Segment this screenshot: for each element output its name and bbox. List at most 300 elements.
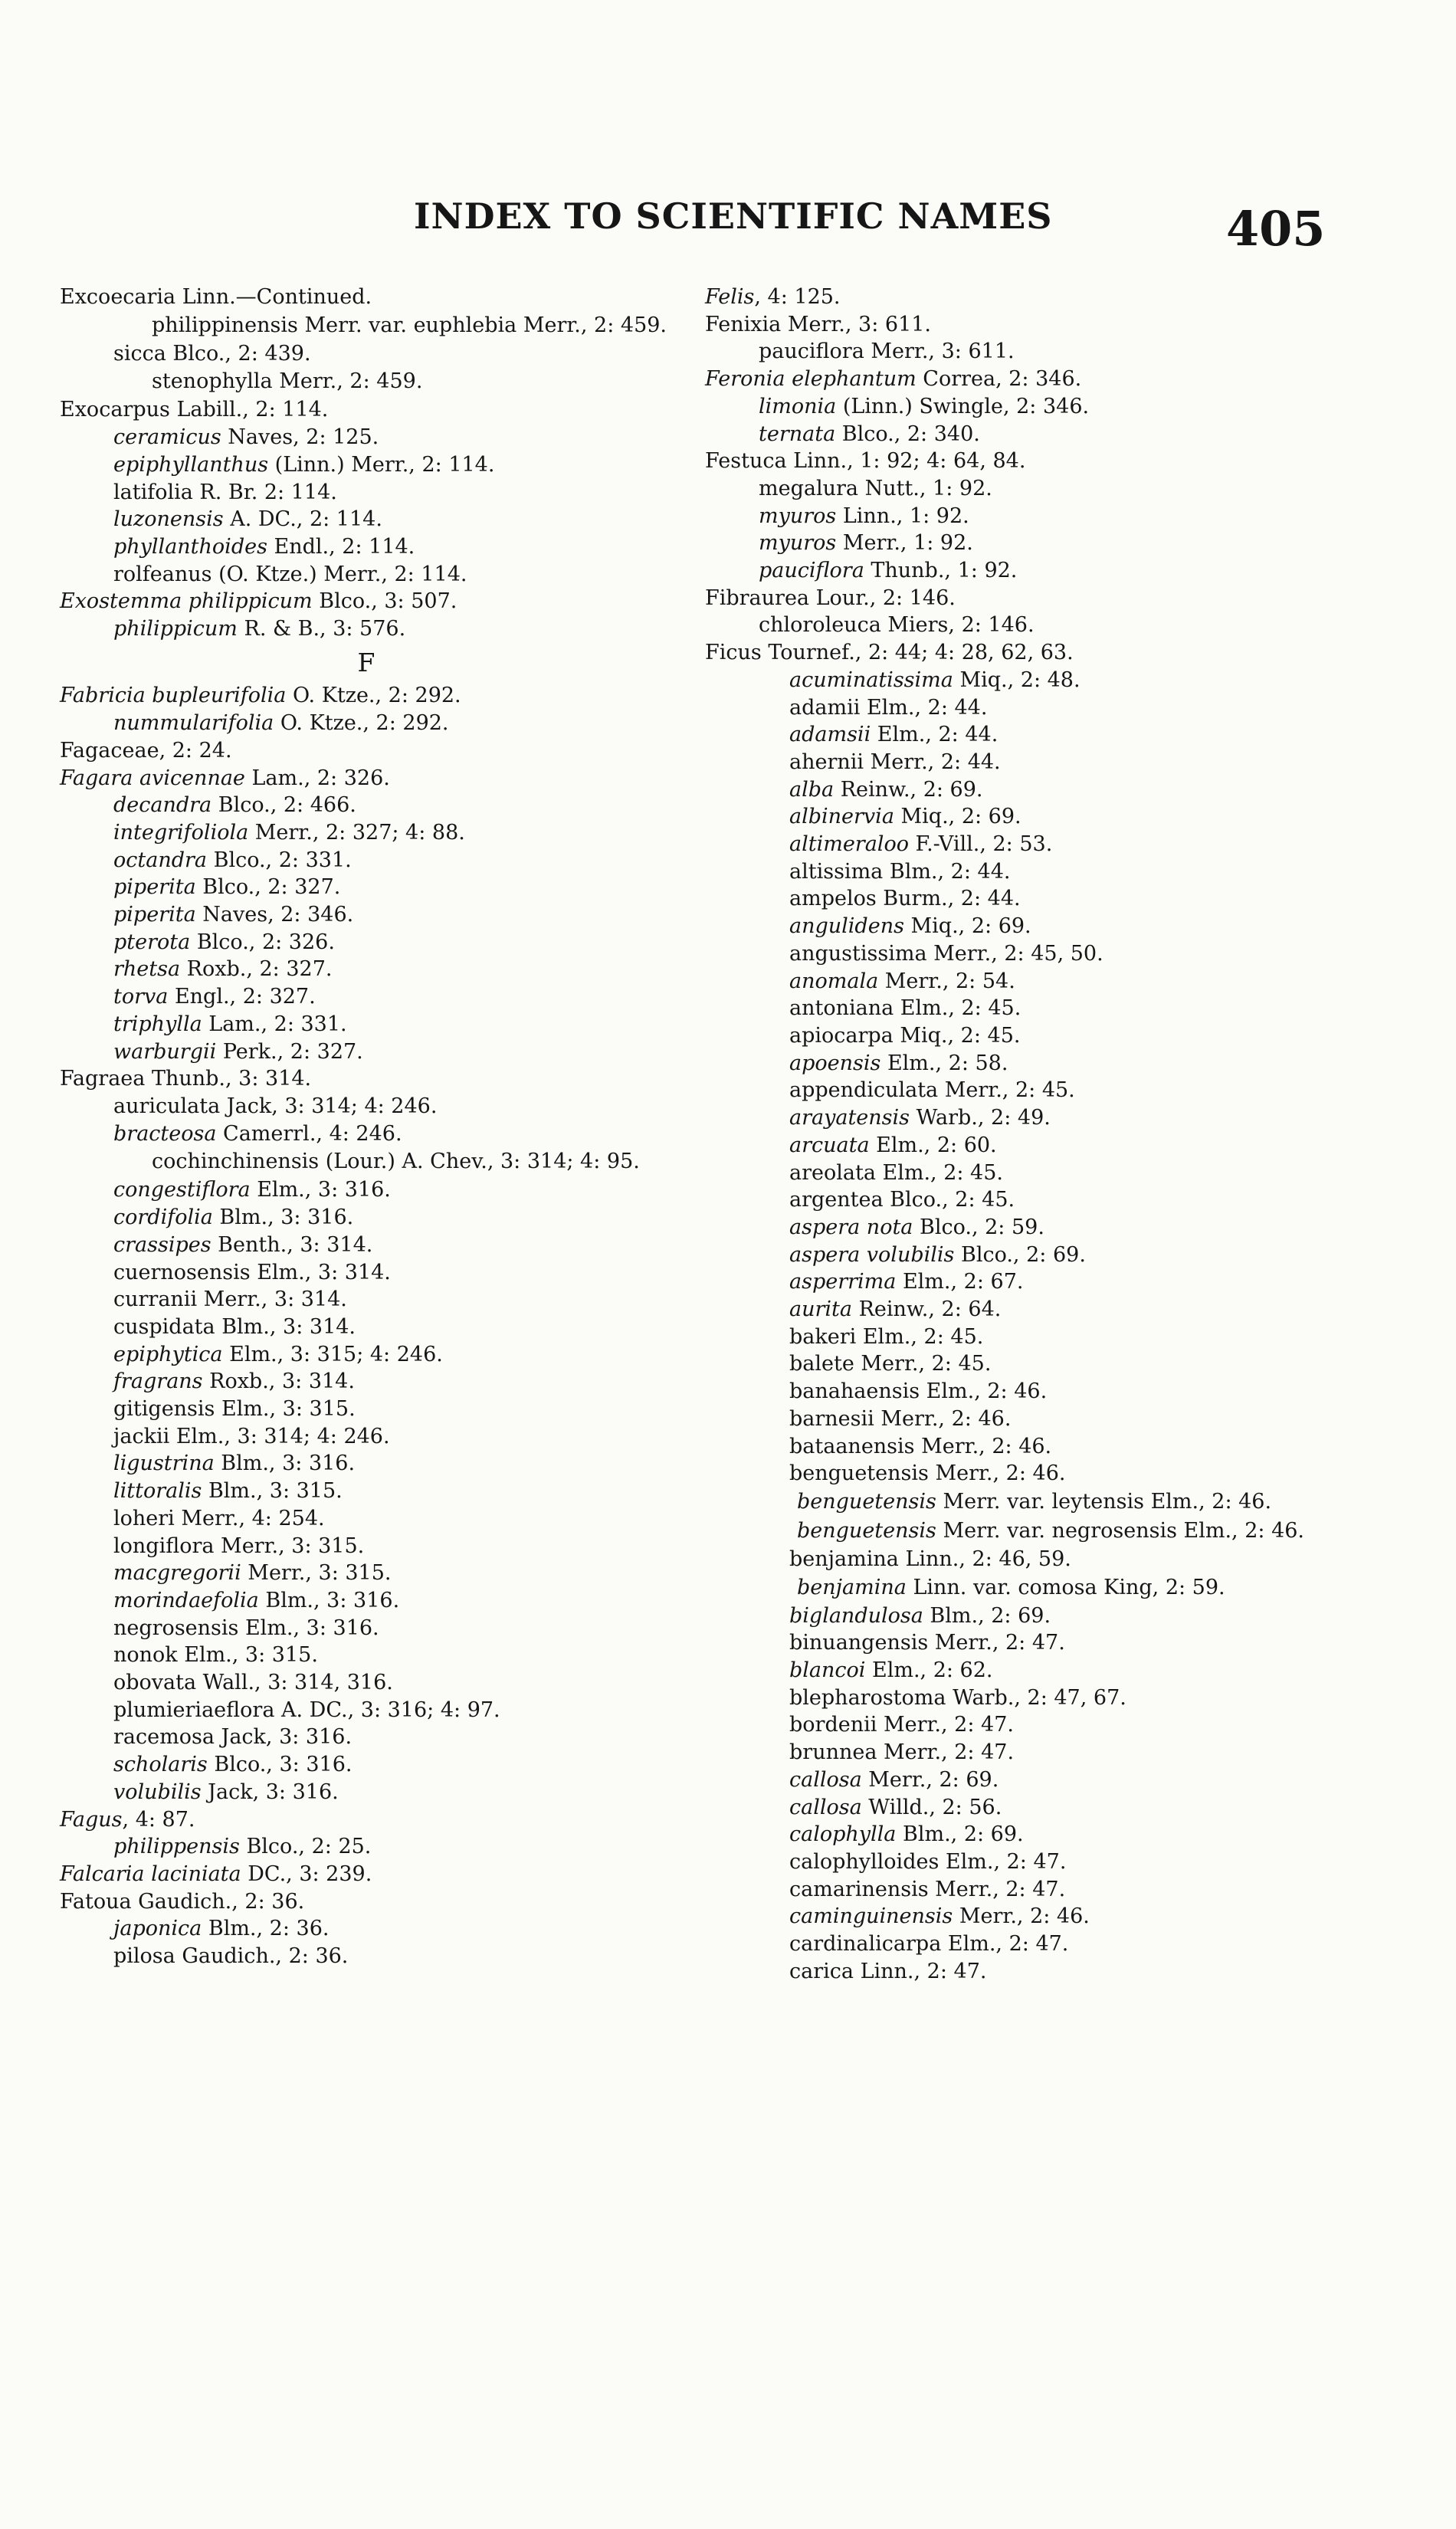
entry-reference: Roxb., 2: 327. [180,957,333,982]
taxon-name: callosa [789,1767,862,1792]
index-entry [60,1204,673,1232]
index-entry [705,503,1318,530]
entry-reference: Blco., 3: 507. [312,589,457,614]
index-entry [705,1022,1318,1050]
taxon-name: pterota [113,930,191,954]
entry-reference: Elm., 3: 315. [215,1397,356,1422]
index-entry [60,1065,673,1093]
taxon-name: arcuata [789,1133,870,1157]
index-entry [60,1533,673,1560]
right-column [705,284,1318,1985]
taxon-name: philippensis [113,1835,240,1859]
index-entry [60,1615,673,1642]
taxon-name: carica [789,1959,854,1983]
taxon-name: torva [113,985,169,1009]
taxon-name: Fatoua [60,1889,132,1914]
entry-reference: Engl., 2: 327. [168,985,316,1009]
entry-reference: Merr., 2: 44. [864,750,1001,774]
taxon-name: blepharostoma [789,1685,946,1710]
entry-reference: Merr., 2: 47. [928,1877,1066,1901]
entry-reference: Willd., 2: 56. [861,1795,1002,1819]
entry-reference: Merr., 3: 611. [864,339,1015,364]
left-column [60,284,673,1970]
entry-reference: Elm., 3: 316. [250,1178,391,1202]
taxon-name: Fabricia bupleurifolia [60,684,287,708]
taxon-name: angulidens [789,914,904,939]
index-entry [60,340,673,368]
taxon-name: albinervia [789,805,894,829]
entry-reference: Roxb., 3: 314. [202,1369,355,1394]
taxon-name: asperrima [789,1270,897,1294]
index-entry [60,533,673,561]
index-entry [60,710,673,737]
entry-reference: Merr., 2: 327; 4: 88. [248,820,465,845]
entry-reference: Elm., 2: 44. [871,723,999,747]
entry-reference: Gaudich., 2: 36. [175,1944,349,1969]
entry-reference: Elm., 2: 46. [920,1379,1048,1404]
index-entry [705,1766,1318,1794]
entry-reference: Blm., 3: 315. [202,1479,343,1504]
index-entry [60,588,673,615]
entry-reference: Blco., 2: 326. [190,930,335,954]
index-entry [705,1517,1318,1546]
entry-reference: Perk., 2: 327. [216,1039,363,1064]
taxon-name: arayatensis [789,1106,910,1130]
taxon-name: auriculata [113,1094,221,1118]
entry-reference: Merr., 2: 45. [938,1078,1075,1103]
taxon-name: megalura [759,476,858,500]
taxon-name: Fagara avicennae [60,766,245,790]
taxon-name: ceramicus [113,425,221,450]
taxon-name: anomala [789,969,879,993]
taxon-name: calophylla [789,1822,897,1847]
taxon-name: pilosa [113,1944,175,1969]
taxon-name: Felis [705,285,755,309]
entry-reference: Warb., 2: 49. [910,1106,1051,1130]
taxon-name: curranii [113,1287,198,1312]
taxon-name: integrifoliola [113,820,249,845]
taxon-name: negrosensis [113,1615,239,1640]
entry-reference: Lour., 2: 146. [809,586,956,610]
entry-reference: , 4: 125. [754,285,841,309]
entry-reference: Jack, 3: 316. [214,1725,353,1750]
entry-reference: Miq., 2: 48. [953,668,1081,692]
entry-reference: Blm., 2: 69. [896,1822,1024,1847]
index-entry [60,1038,673,1066]
entry-reference: Merr., 3: 315. [241,1561,392,1586]
entry-reference: Elm., 3: 316. [238,1615,379,1640]
taxon-name: apoensis [789,1051,881,1075]
entry-reference: Blco., 2: 327. [195,875,341,900]
taxon-name: appendiculata [789,1078,939,1103]
entry-reference: Blm., 2: 69. [923,1603,1051,1628]
index-entry [705,1460,1318,1488]
index-entry [60,1093,673,1120]
index-entry [705,885,1318,913]
entry-reference: Jack, 3: 316. [201,1779,339,1804]
index-entry [705,311,1318,339]
index-entry [60,479,673,507]
entry-reference: Merr., 2: 46. [874,1406,1012,1431]
index-entry [705,721,1318,749]
entry-reference: Merr., 2: 47. [877,1713,1014,1737]
index-entry [60,1314,673,1341]
index-entry [705,1350,1318,1378]
index-entry [705,913,1318,940]
index-entry [60,1147,673,1176]
index-entry [705,1132,1318,1160]
entry-reference: A. DC., 2: 114. [223,507,382,532]
index-entry [60,819,673,847]
index-entry [60,1011,673,1038]
index-entry [60,1176,673,1204]
taxon-name: apiocarpa [789,1023,894,1048]
entry-reference: Lam., 2: 326. [244,766,390,790]
index-entry [705,1050,1318,1078]
taxon-name: banahaensis [789,1379,920,1404]
taxon-name: Excoecaria [60,285,176,309]
entry-reference: Blco., 2: 331. [207,848,352,872]
entry-reference: Miq., 2: 45. [893,1023,1021,1048]
entry-reference: Merr., 3: 611. [781,312,932,336]
index-entry [705,612,1318,639]
taxon-name: rolfeanus [113,562,212,586]
taxon-name: ampelos [789,887,877,911]
entry-reference: Elm., 3: 315. [177,1643,318,1668]
index-entry [705,1629,1318,1657]
taxon-name: ternata [759,422,836,446]
index-entry [60,1368,673,1396]
entry-reference: Miq., 2: 69. [903,914,1031,939]
entry-reference: Gaudich., 2: 36. [131,1889,305,1914]
index-entry [60,615,673,643]
entry-reference: Thunb., 3: 314. [145,1067,312,1091]
entry-reference: Blm., 3: 316. [258,1588,400,1612]
taxon-name: sicca [113,341,166,366]
entry-reference: Merr., 2: 47. [928,1631,1065,1655]
entry-reference: Merr., 3: 314. [197,1287,347,1312]
index-entry [705,1214,1318,1242]
taxon-name: latifolia [113,480,193,504]
taxon-name: littoralis [113,1479,202,1504]
taxon-name: myuros [759,504,837,528]
index-entry [60,1120,673,1148]
taxon-name: benguetensis [789,1461,929,1486]
entry-reference: Tournef., 2: 44; 4: 28, 62, 63. [761,641,1074,665]
index-entry [60,929,673,956]
index-entry [60,1833,673,1861]
index-entry [60,1751,673,1779]
entry-reference: Merr., 2: 45. [854,1352,992,1376]
section-letter: F [357,647,375,677]
index-entry [705,1186,1318,1214]
index-entry [705,803,1318,831]
entry-reference: Lam., 2: 331. [202,1012,347,1036]
index-entry [705,1296,1318,1324]
index-entry [60,1915,673,1943]
taxon-name: nummularifolia [113,711,274,736]
taxon-name: aspera nota [789,1215,913,1239]
entry-reference: Burm., 2: 44. [876,887,1021,911]
taxon-name: Exostemma philippicum [60,589,313,614]
entry-reference: Nutt., 1: 92. [858,476,992,500]
index-entry [705,421,1318,448]
entry-reference: Merr., 3: 315. [214,1533,365,1558]
entry-reference: Elm., 2: 47. [939,1849,1067,1874]
index-entry [705,284,1318,311]
taxon-name: Fagraea [60,1067,146,1091]
index-entry [60,284,673,311]
index-entry [705,530,1318,557]
index-entry [705,1433,1318,1461]
index-entry [60,1697,673,1724]
entry-reference: Endl., 2: 114. [267,534,415,559]
index-entry [60,737,673,765]
entry-reference: Elm., 2: 58. [880,1051,1008,1075]
index-entry [60,1587,673,1615]
entry-reference: Linn., 2: 47. [853,1959,987,1983]
entry-reference: Thunb., 1: 92. [864,559,1018,583]
entry-reference: Linn. var. comosa King, 2: 59. [906,1575,1225,1599]
taxon-name: bracteosa [113,1121,217,1146]
taxon-name: Fagaceae [60,738,159,763]
entry-reference: Blco., 2: 340. [835,422,980,446]
taxon-name: antoniana [789,996,894,1021]
page-number: 405 [1226,201,1326,257]
taxon-name: calophylloides [789,1849,940,1874]
index-entry [705,995,1318,1022]
taxon-name: plumieriaeflora [113,1697,275,1722]
taxon-name: bakeri [789,1324,857,1349]
index-entry [60,1888,673,1916]
taxon-name: adamii [789,695,861,720]
index-entry [705,1930,1318,1958]
entry-reference: Wall., 3: 314, 316. [196,1671,393,1695]
index-entry [60,1779,673,1806]
taxon-name: obovata [113,1671,197,1695]
taxon-name: binuangensis [789,1631,929,1655]
taxon-name: benjamina [789,1547,899,1571]
index-entry [705,1324,1318,1351]
taxon-name: crassipes [113,1232,212,1257]
index-entry [705,749,1318,776]
entry-reference: A. DC., 3: 316; 4: 97. [274,1697,500,1722]
index-entry [60,765,673,792]
entry-reference: Naves, 2: 346. [195,903,354,927]
index-entry [705,667,1318,694]
entry-reference: Merr., 2: 459. [272,369,423,394]
entry-reference: Elm., 2: 60. [869,1133,997,1157]
entry-reference: Elm., 2: 45. [875,1160,1003,1185]
index-entry [705,858,1318,886]
index-entry [705,393,1318,421]
index-entry [60,682,673,710]
index-entry [705,1711,1318,1739]
index-entry [705,475,1318,503]
index-entry [705,831,1318,858]
taxon-name: benguetensis [797,1489,936,1514]
entry-reference: Elm., 2: 47. [941,1932,1069,1957]
taxon-name: callosa [789,1795,862,1819]
index-entry [60,1724,673,1751]
entry-reference: R. & B., 3: 576. [237,617,406,641]
taxon-name: longiflora [113,1533,215,1558]
entry-reference: Elm., 3: 315; 4: 246. [222,1342,443,1366]
entry-reference: Merr. var. negrosensis Elm., 2: 46. [936,1518,1305,1543]
entry-reference: (O. Ktze.) Merr., 2: 114. [212,562,467,586]
taxon-name: philippicum [113,617,238,641]
taxon-name: macgregorii [113,1561,241,1586]
entry-reference: Linn., 1: 92. [836,504,969,528]
taxon-name: cardinalicarpa [789,1932,942,1957]
entry-reference: Blco., 2: 45. [883,1188,1015,1212]
index-entry [705,1104,1318,1132]
index-entry [705,1488,1318,1517]
index-entry [60,1232,673,1259]
index-entry [60,956,673,983]
index-entry [60,1396,673,1423]
index-entry [705,1602,1318,1630]
entry-reference: Blco., 3: 316. [207,1753,353,1777]
entry-reference: Elm., 3: 314; 4: 246. [169,1424,390,1448]
taxon-name: luzonensis [113,507,224,532]
index-entry [705,1958,1318,1986]
index-entry [60,1861,673,1888]
taxon-name: argentea [789,1188,884,1212]
page-title: INDEX TO SCIENTIFIC NAMES [414,195,1053,237]
entry-reference: Labill., 2: 114. [169,398,329,422]
index-entry [60,506,673,533]
taxon-name: ligustrina [113,1451,215,1476]
taxon-name: japonica [113,1917,202,1941]
taxon-name: cochinchinensis [152,1150,320,1174]
index-entry [60,1943,673,1970]
entry-reference: Blco., 2: 466. [212,793,356,818]
taxon-name: cordifolia [113,1205,213,1230]
entry-reference: Blm., 3: 316. [212,1205,354,1230]
entry-reference: Blm., 2: 44. [883,859,1011,884]
entry-reference: Blm., 3: 316. [214,1451,356,1476]
taxon-name: fragrans [113,1369,203,1394]
entry-reference: Camerrl., 4: 246. [216,1121,402,1146]
index-entry [60,1669,673,1697]
taxon-name: congestiflora [113,1178,251,1202]
entry-reference: F.-Vill., 2: 53. [908,832,1053,857]
index-entry [60,983,673,1011]
taxon-name: pauciflora [759,339,864,364]
taxon-name: Falcaria laciniata [60,1861,241,1886]
taxon-name: philippinensis [152,313,298,337]
taxon-name: balete [789,1352,854,1376]
entry-reference: Linn., 2: 46, 59. [898,1547,1071,1571]
index-entry [705,1684,1318,1712]
taxon-name: altimeraloo [789,832,909,857]
index-entry [705,1821,1318,1848]
taxon-name: caminguinensis [789,1904,953,1929]
taxon-name: limonia [759,394,837,418]
entry-reference: O. Ktze., 2: 292. [286,684,461,708]
index-entry [60,1423,673,1451]
entry-reference: Blm., 3: 314. [215,1314,356,1339]
index-entry [705,1794,1318,1822]
index-entry [705,1876,1318,1904]
entry-reference: Merr. var. leytensis Elm., 2: 46. [936,1489,1272,1514]
index-entry [705,1739,1318,1766]
entry-reference: (Linn.) Swingle, 2: 346. [836,394,1090,418]
taxon-name: aurita [789,1297,852,1322]
index-entry [60,311,673,340]
index-entry [705,1242,1318,1269]
entry-reference: Reinw., 2: 64. [851,1297,1002,1322]
entry-reference: Blco., 2: 59. [913,1215,1044,1239]
taxon-name: barnesii [789,1406,874,1431]
index-entry [705,585,1318,612]
index-entry [60,1341,673,1369]
entry-reference: Merr., 2: 45, 50. [926,941,1103,966]
index-entry [705,1406,1318,1433]
taxon-name: Feronia elephantum [705,367,917,392]
entry-reference: Linn., 1: 92; 4: 64, 84. [786,449,1026,474]
index-entry [705,557,1318,585]
entry-reference: Merr., 4: 254. [174,1506,325,1530]
taxon-name: decandra [113,793,212,818]
index-entry [705,940,1318,968]
index-entry [705,448,1318,475]
entry-reference: Blco., 2: 69. [954,1242,1086,1267]
index-entry [705,1903,1318,1930]
index-entry [60,1642,673,1669]
index-entry [705,1657,1318,1684]
index-entry [705,1848,1318,1876]
taxon-name: biglandulosa [789,1603,923,1628]
taxon-name: adamsii [789,723,871,747]
index-entry [705,338,1318,366]
taxon-name: loheri [113,1506,175,1530]
index-entry [60,1259,673,1287]
entry-reference: Elm., 2: 45. [856,1324,984,1349]
taxon-name: Exocarpus [60,398,170,422]
entry-reference: Benth., 3: 314. [211,1232,373,1257]
entry-reference: Merr., 2: 47. [877,1740,1015,1765]
entry-reference: , 4: 87. [122,1807,195,1832]
index-entry [60,1286,673,1314]
taxon-name: Fagus [60,1807,123,1832]
index-entry [60,1505,673,1533]
taxon-name: alba [789,777,835,802]
index-entry [705,366,1318,393]
taxon-name: areolata [789,1160,876,1185]
index-entry [60,792,673,819]
taxon-name: rhetsa [113,957,181,982]
index-entry [60,561,673,589]
entry-reference: Warb., 2: 47, 67. [946,1685,1126,1710]
taxon-name: brunnea [789,1740,877,1765]
index-entry [705,1268,1318,1296]
entry-reference: Merr., 2: 46. [953,1904,1090,1929]
entry-reference: Naves, 2: 125. [221,425,379,450]
taxon-name: myuros [759,531,837,556]
entry-reference: Miq., 2: 69. [894,805,1021,829]
index-entry [705,1378,1318,1406]
index-entry [60,874,673,901]
entry-reference: Merr., 2: 46. [928,1461,1066,1486]
index-entry [60,1450,673,1478]
taxon-name: altissima [789,859,884,884]
taxon-name: octandra [113,848,208,872]
taxon-name: aspera volubilis [789,1242,955,1267]
index-entry [60,847,673,874]
entry-reference: Merr. var. euphlebia Merr., 2: 459. [297,313,667,337]
